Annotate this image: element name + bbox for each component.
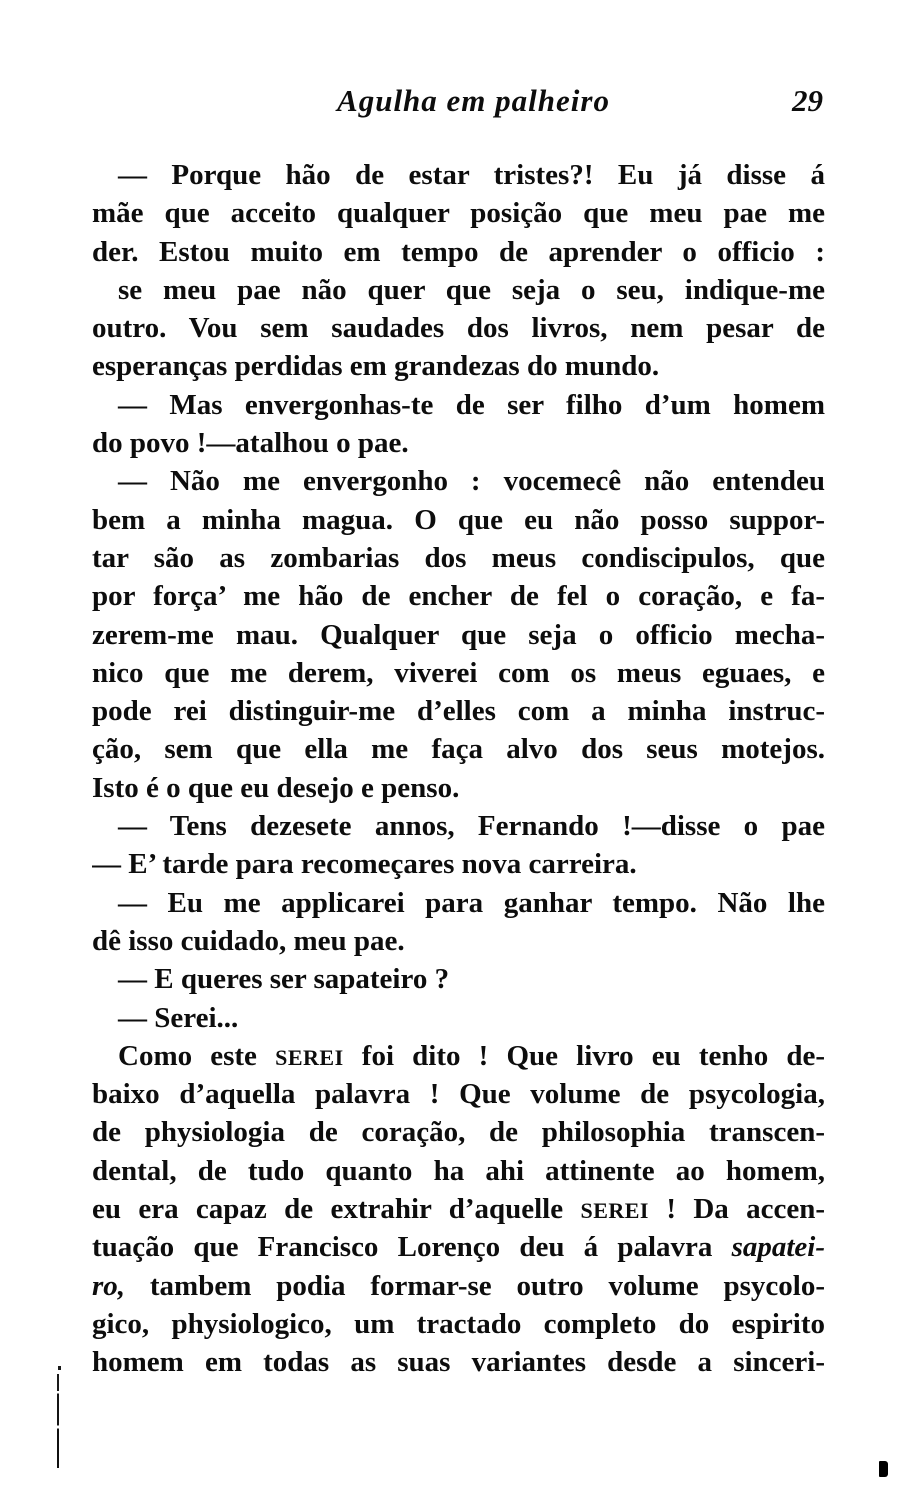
text-segment: tar são as zombarias dos meus condiscipulos, que [92, 541, 825, 574]
text-line [92, 616, 825, 654]
text-segment: — E’ tarde para recomeçares nova carreira. [92, 848, 637, 881]
text-line [92, 1228, 825, 1266]
text-line [92, 1343, 825, 1381]
text-line [92, 999, 825, 1037]
scan-artifact-scratch-dot [58, 1366, 61, 1370]
text-line [92, 194, 825, 232]
text-segment: dê isso cuidado, meu pae. [92, 924, 405, 957]
text-segment: tambem podia formar-se outro volume psycolo- [125, 1269, 825, 1302]
text-line [92, 1267, 825, 1305]
text-line [92, 309, 825, 347]
text-segment: — Não me envergonho : vocemecê não entendeu [118, 465, 825, 498]
text-segment: SEREI [275, 1044, 344, 1070]
text-line [92, 1075, 825, 1113]
text-segment: de physiologia de coração, de philosophia transcen- [92, 1116, 825, 1149]
text-line [92, 730, 825, 768]
text-segment: Como este [118, 1039, 276, 1072]
running-header [92, 82, 825, 124]
text-line [92, 807, 825, 845]
text-line [92, 769, 825, 807]
page-title: Agulha em palheiro [337, 83, 610, 118]
text-line [92, 233, 825, 271]
text-segment: der. Estou muito em tempo de aprender o officio : [92, 235, 825, 268]
text-segment: — E queres ser sapateiro ? [118, 963, 450, 996]
text-segment: outro. Vou sem saudades dos livros, nem pesar de [92, 312, 825, 345]
text-segment: ! Da accen- [649, 1193, 825, 1226]
text-segment: tuação que Francisco Lorenço deu á palavra [92, 1231, 732, 1264]
text-segment: dental, de tudo quanto ha ahi attinente ao homem, [92, 1154, 825, 1187]
text-segment: foi dito ! Que livro eu tenho de- [343, 1039, 825, 1072]
text-segment: — Serei... [118, 1001, 239, 1034]
text-line [92, 654, 825, 692]
text-segment: eu era capaz de extrahir d’aquelle [92, 1193, 581, 1226]
text-line [92, 462, 825, 500]
text-line [92, 577, 825, 615]
text-segment: zerem-me mau. Qualquer que seja o officio mecha- [92, 618, 825, 651]
page-number: 29 [792, 83, 823, 118]
text-line [92, 156, 825, 194]
text-line [92, 922, 825, 960]
text-line [92, 1152, 825, 1190]
text-segment: pode rei distinguir-me d’elles com a minha instruc- [92, 695, 825, 728]
text-segment: do povo !—atalhou o pae. [92, 427, 409, 460]
text-segment: mãe que acceito qualquer posição que meu pae me [92, 197, 825, 230]
text-segment: — Eu me applicarei para ganhar tempo. Não lhe [118, 886, 825, 919]
text-line [92, 347, 825, 385]
text-line [92, 271, 825, 309]
text-line [92, 1190, 825, 1228]
text-line [92, 692, 825, 730]
text-segment: — Mas envergonhas-te de ser filho d’um homem [118, 388, 825, 421]
text-segment: bem a minha magua. O que eu não posso suppor- [92, 503, 825, 536]
text-line [92, 1113, 825, 1151]
text-line [92, 501, 825, 539]
text-segment: sapatei- [731, 1231, 825, 1264]
text-segment: SEREI [580, 1198, 649, 1224]
text-line [92, 1037, 825, 1075]
text-line [92, 1305, 825, 1343]
text-segment: se meu pae não quer que seja o seu, indique-me [118, 273, 825, 306]
text-segment: ção, sem que ella me faça alvo dos seus motejos. [92, 733, 825, 766]
text-segment: baixo d’aquella palavra ! Que volume de psycologia, [92, 1078, 825, 1111]
scan-artifact-scratch [57, 1374, 59, 1468]
text-segment: Isto é o que eu desejo e penso. [92, 771, 460, 804]
text-line [92, 424, 825, 462]
text-line [92, 960, 825, 998]
text-segment: por força’ me hão de encher de fel o coração, e fa- [92, 580, 825, 613]
text-line [92, 884, 825, 922]
text-segment: esperanças perdidas em grandezas do mundo. [92, 350, 660, 383]
text-segment: ro, [92, 1269, 126, 1302]
scan-artifact-ink-speck [879, 1461, 888, 1477]
text-segment: — Porque hão de estar tristes?! Eu já disse á [118, 159, 825, 191]
text-line [92, 845, 825, 883]
body-text [92, 156, 825, 1382]
text-segment: — Tens dezesete annos, Fernando !—disse o pae [118, 810, 825, 843]
text-line [92, 539, 825, 577]
text-segment: nico que me derem, viverei com os meus eguaes, e [92, 656, 825, 689]
text-segment: homem em todas as suas variantes desde a sinceri- [92, 1346, 825, 1379]
text-segment: gico, physiologico, um tractado completo do espirito [92, 1307, 825, 1340]
text-line [92, 386, 825, 424]
